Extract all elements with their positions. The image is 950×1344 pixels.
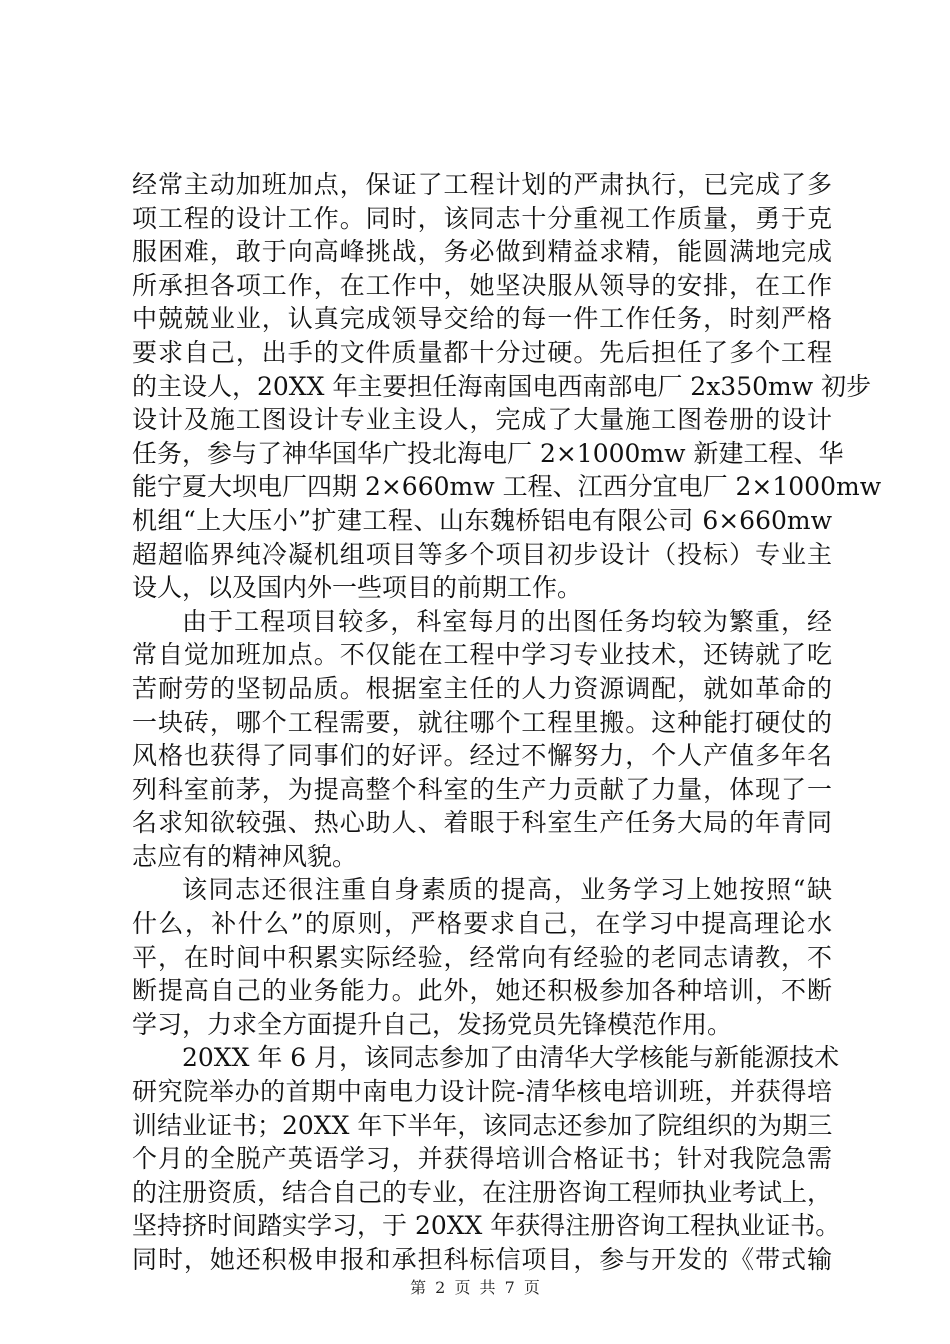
text-line: 设人，以及国内外一些项目的前期工作。 (132, 573, 583, 603)
text-line: 的注册资质，结合自己的专业，在注册咨询工程师执业考试上， (132, 1177, 833, 1207)
text-line: 列科室前茅，为提高整个科室的生产力贡献了力量，体现了一 (132, 774, 832, 804)
text-line: 常自觉加班加点。不仅能在工程中学习专业技术，还铸就了吃 (132, 640, 832, 670)
text-line: 一块砖，哪个工程需要，就往哪个工程里搬。这种能打硬仗的 (132, 707, 832, 737)
text-line: 经常主动加班加点，保证了工程计划的严肃执行，已完成了多 (132, 170, 832, 199)
text-line: 个月的全脱产英语学习，并获得培训合格证书；针对我院急需 (132, 1144, 832, 1174)
text-line: 名求知欲较强、热心助人、着眼于科室生产任务大局的年青同 (132, 808, 832, 838)
text-line: 训结业证书；20XX 年下半年，该同志还参加了院组织的为期三 (132, 1110, 833, 1140)
page-number-footer: 第 2 页 共 7 页 (410, 1278, 540, 1297)
text-line: 设计及施工图设计专业主设人，完成了大量施工图卷册的设计 (132, 405, 832, 435)
text-line: 项工程的设计工作。同时，该同志十分重视工作质量，勇于克 (132, 203, 832, 233)
text-line: 志应有的精神风貌。 (132, 841, 358, 871)
text-line: 该同志还很注重自身素质的提高，业务学习上她按照“缺 (182, 875, 832, 905)
text-line: 断提高自己的业务能力。此外，她还积极参加各种培训，不断 (132, 976, 832, 1006)
text-line: 所承担各项工作，在工作中，她坚决服从领导的安排，在工作 (132, 270, 832, 300)
text-line: 要求自己，出手的文件质量都十分过硬。先后担任了多个工程 (132, 337, 832, 367)
text-line: 学习，力求全方面提升自己，发扬党员先锋模范作用。 (132, 1009, 733, 1039)
text-line: 能宁夏大坝电厂四期 2×660mw 工程、江西分宜电厂 2×1000mw (132, 472, 882, 502)
text-line: 的主设人，20XX 年主要担任海南国电西南部电厂 2x350mw 初步 (132, 371, 872, 401)
document-body (132, 168, 882, 1277)
text-line: 什么，补什么”的原则，严格要求自己，在学习中提高理论水 (132, 909, 832, 939)
text-line: 任务，参与了神华国华广投北海电厂 2×1000mw 新建工程、华 (132, 438, 844, 468)
text-line: 服困难，敢于向高峰挑战，务必做到精益求精，能圆满地完成 (132, 237, 832, 267)
text-line: 同时，她还积极申报和承担科标信项目，参与开发的《带式输 (132, 1245, 832, 1274)
text-line: 中兢兢业业，认真完成领导交给的每一件工作任务，时刻严格 (132, 304, 832, 334)
text-line: 超超临界纯冷凝机组项目等多个项目初步设计（投标）专业主 (132, 539, 832, 569)
text-line: 机组“上大压小”扩建工程、山东魏桥铝电有限公司 6×660mw (132, 505, 832, 535)
text-line: 平，在时间中积累实际经验，经常向有经验的老同志请教，不 (132, 942, 832, 972)
text-line: 由于工程项目较多，科室每月的出图任务均较为繁重，经 (182, 606, 832, 636)
text-line: 风格也获得了同事们的好评。经过不懈努力，个人产值多年名 (132, 741, 832, 771)
text-line: 苦耐劳的坚韧品质。根据室主任的人力资源调配，就如革命的 (132, 673, 832, 703)
text-line: 研究院举办的首期中南电力设计院-清华核电培训班，并获得培 (132, 1077, 832, 1107)
text-line: 20XX 年 6 月，该同志参加了由清华大学核能与新能源技术 (182, 1043, 840, 1073)
text-line: 坚持挤时间踏实学习，于 20XX 年获得注册咨询工程执业证书。 (132, 1211, 841, 1241)
